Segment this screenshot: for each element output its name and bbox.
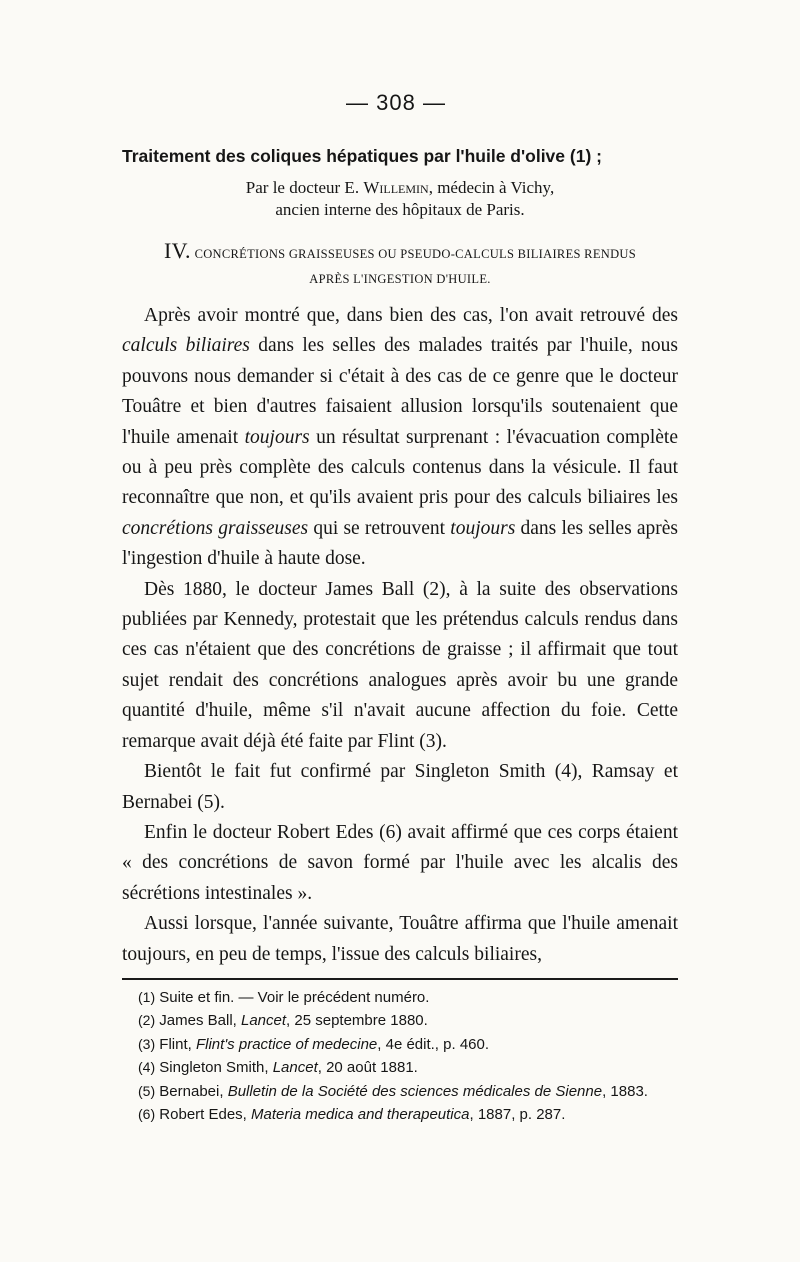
paragraph-1-italic-b: toujours [244, 426, 310, 448]
footnote-divider [122, 978, 678, 980]
footnote-3-number: (3) [138, 1035, 156, 1052]
author-line-1 [122, 177, 678, 199]
footnote-5-number: (5) [138, 1082, 156, 1099]
footnote-5-text-a: Bernabei, [159, 1082, 228, 1100]
footnote-6 [122, 1103, 678, 1127]
section-numeral: IV. [164, 238, 191, 263]
document-page [122, 90, 678, 1127]
footnotes [122, 986, 678, 1127]
section-title-part-1: CONCRÉTIONS GRAISSEUSES OU PSEUDO-CALCULS BILIAIRES RENDUS [194, 247, 636, 261]
body-text [122, 301, 678, 970]
paragraph-1-text-e: dans les selles après l'ingestion d'huile à haute dose. [122, 517, 679, 570]
author-name: Willemin [363, 178, 429, 197]
footnote-6-italic: Materia medica and therapeutica [251, 1106, 470, 1124]
paragraph-1-text-b: dans les selles des malades traités par l'huile, nous pouvons nous demander si c'était à des cas de ce genre que le docteur Touâtre et bien d'autres faisaient allusion lorsqu'ils soutenaient que l'huile amenait [122, 335, 678, 448]
paragraph-2: Dès 1880, le docteur James Ball (2), à la suite des observations publiées par Kennedy, protestait que les prétendus calculs rendus dans ces cas n'étaient que des concrétions de graisse ; il affirmait que tout sujet rendait des concrétions analogues après avoir bu une grande quantité d'huile, même s'il n'avait aucune affection du foie. Cette remarque avait déjà été faite par Flint (3). [122, 578, 678, 752]
section-heading-line-1 [122, 239, 678, 267]
paragraph-3: Bientôt le fait fut confirmé par Singleton Smith (4), Ramsay et Bernabei (5). [122, 761, 678, 813]
paragraph-1-italic-a: calculs biliaires [122, 335, 250, 357]
footnote-5-text-b: , 1883. [602, 1082, 648, 1100]
footnote-4-number: (4) [138, 1059, 156, 1076]
section-heading [122, 239, 678, 291]
paragraph-1-text-c: un résultat surprenant : l'évacuation complète ou à peu près complète des calculs contenus dans la vésicule. Il faut reconnaître que non, et qu'ils avaient pris pour des calculs biliaires les [122, 426, 678, 509]
paragraph-4: Enfin le docteur Robert Edes (6) avait affirmé que ces corps étaient « des concrétions de savon formé par l'huile avec les alcalis des sécrétions intestinales ». [122, 821, 678, 904]
footnote-2 [122, 1009, 678, 1033]
footnote-5-italic: Bulletin de la Société des sciences médicales de Sienne [227, 1082, 603, 1100]
author-line-1-prefix: Par le docteur E. [245, 178, 364, 197]
article-title: Traitement des coliques hépatiques par l'huile d'olive (1) ; [122, 146, 602, 166]
footnote-1 [122, 986, 678, 1010]
footnote-4-text-a: Singleton Smith, [159, 1059, 273, 1077]
paragraph-1-italic-c: concrétions graisseuses [122, 517, 309, 539]
author-block [122, 177, 678, 221]
paragraph-1-italic-d: toujours [450, 517, 516, 539]
paragraph-1-text-a: Après avoir montré que, dans bien des cas, l'on avait retrouvé des [144, 305, 678, 326]
footnote-4-text-b: , 20 août 1881. [317, 1059, 418, 1077]
footnote-3-text-a: Flint, [159, 1035, 196, 1053]
footnote-3-text-b: , 4e édit., p. 460. [377, 1035, 490, 1053]
paragraph-5: Aussi lorsque, l'année suivante, Touâtre affirma que l'huile amenait toujours, en peu de temps, l'issue des calculs biliaires, [122, 913, 678, 965]
footnote-2-text-a: James Ball, [159, 1012, 241, 1030]
footnote-3 [122, 1033, 678, 1057]
page-number: — 308 — [346, 90, 446, 115]
footnote-6-text-a: Robert Edes, [159, 1106, 252, 1124]
section-title-part-2: APRÈS L'INGESTION D'HUILE. [309, 272, 491, 286]
footnote-2-number: (2) [138, 1012, 156, 1029]
author-line-2: ancien interne des hôpitaux de Paris. [275, 200, 525, 219]
footnote-3-italic: Flint's practice of medecine [195, 1035, 378, 1053]
footnote-2-italic: Lancet [241, 1012, 287, 1030]
paragraph-1 [122, 301, 678, 575]
footnote-1-text: Suite et fin. — Voir le précédent numéro. [159, 988, 430, 1006]
footnote-6-text-b: , 1887, p. 287. [469, 1106, 566, 1124]
author-line-1-suffix: , médecin à Vichy, [428, 178, 555, 197]
footnote-2-text-b: , 25 septembre 1880. [286, 1012, 428, 1030]
paragraph-1-text-d: qui se retrouvent [308, 517, 451, 539]
footnote-6-number: (6) [138, 1106, 156, 1123]
footnote-4-italic: Lancet [272, 1059, 318, 1077]
footnote-4 [122, 1056, 678, 1080]
footnote-1-number: (1) [138, 988, 156, 1005]
footnote-5 [122, 1080, 678, 1104]
